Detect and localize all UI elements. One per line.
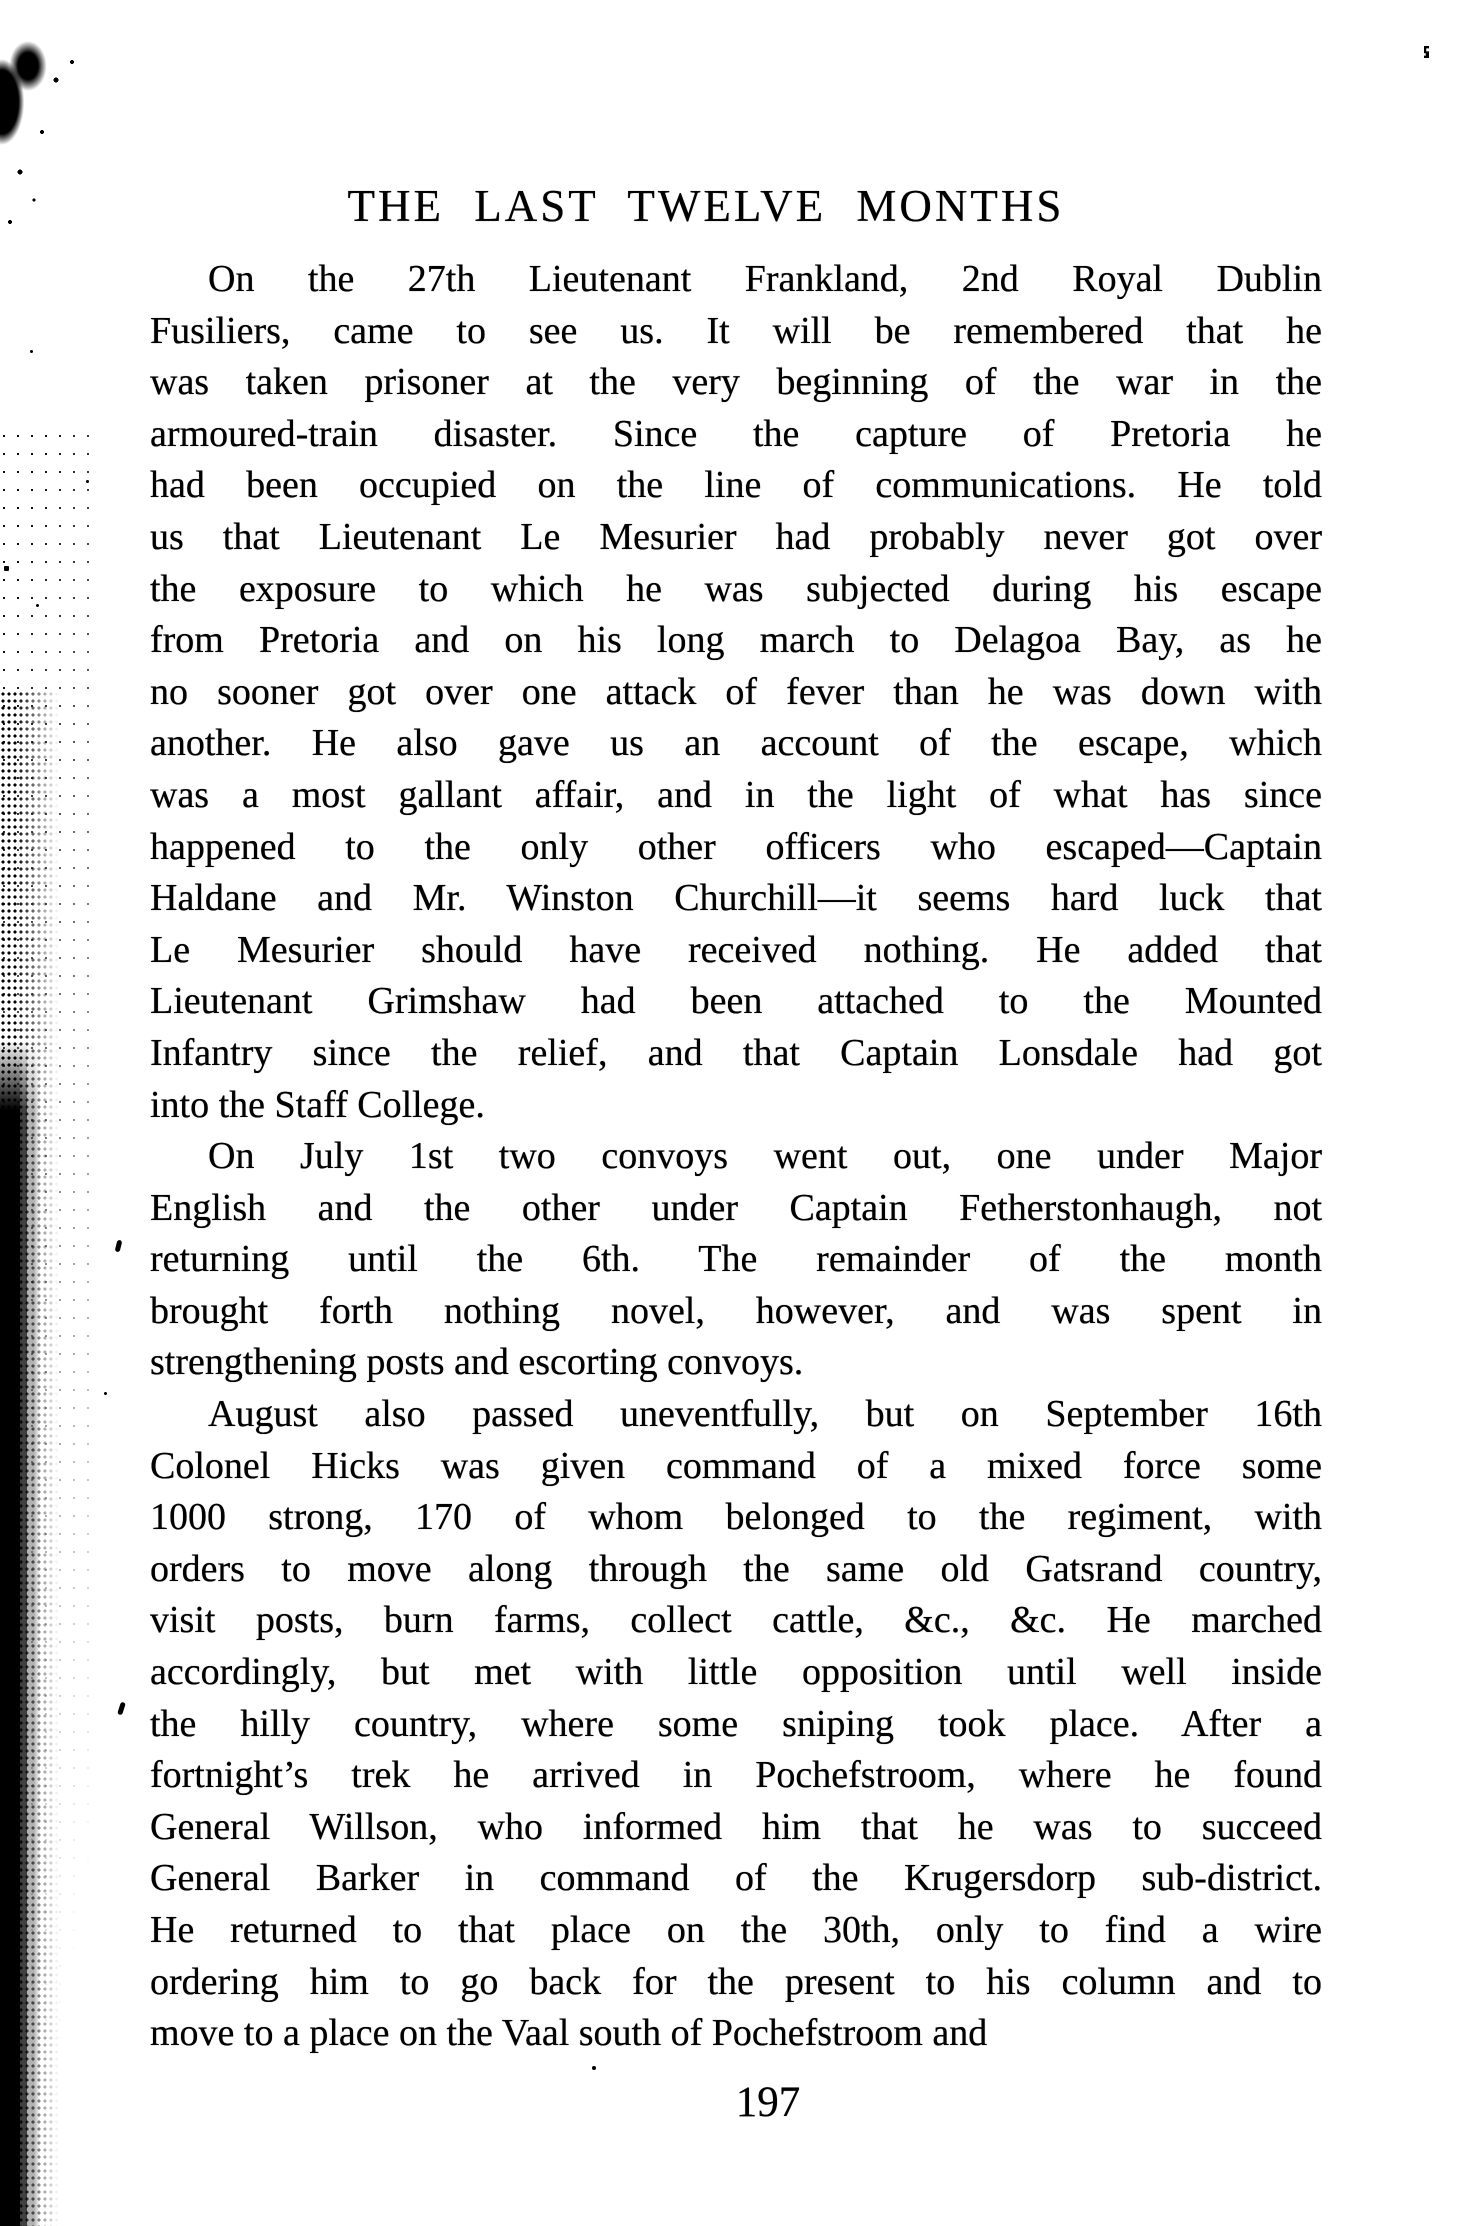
- scan-speck: [86, 480, 89, 483]
- text-line: On July 1st two convoys went out, one under Major: [208, 1135, 1322, 1178]
- paragraph: [150, 1389, 1322, 2060]
- text-line: brought forth nothing novel, however, and was spent in: [150, 1289, 1322, 1332]
- scan-noise-band-light: [0, 430, 95, 2226]
- text-line: was taken prisoner at the very beginning of the war in the: [150, 361, 1322, 404]
- text-line: Fusiliers, came to see us. It will be remembered that he: [150, 309, 1322, 352]
- text-line: fortnight’s trek he arrived in Pochefstroom, where he found: [150, 1754, 1322, 1797]
- text-line: He returned to that place on the 30th, only to find a wire: [150, 1909, 1322, 1951]
- page-text: [150, 254, 1322, 2060]
- text-line: Colonel Hicks was given command of a mixed force some: [150, 1444, 1322, 1487]
- text-line: 1000 strong, 170 of whom belonged to the regiment, with: [150, 1496, 1322, 1539]
- text-line: visit posts, burn farms, collect cattle, &c., &c. He marched: [150, 1599, 1322, 1642]
- text-line: no sooner got over one attack of fever than he was down with: [150, 670, 1322, 713]
- text-line: returning until the 6th. The remainder of the month: [150, 1238, 1322, 1281]
- text-line: happened to the only other officers who escaped—Captain: [150, 825, 1322, 868]
- scan-speck: [36, 604, 39, 607]
- text-line: Lieutenant Grimshaw had been attached to the Mounted: [150, 980, 1322, 1023]
- text-line: from Pretoria and on his long march to Delagoa Bay, as he: [150, 619, 1322, 662]
- page-number: 197: [735, 2079, 801, 2126]
- scan-mark-top-right: [1424, 46, 1429, 58]
- text-line: On the 27th Lieutenant Frankland, 2nd Royal Dublin: [208, 258, 1322, 300]
- text-line: the hilly country, where some sniping took place. After a: [150, 1702, 1322, 1745]
- scan-speck: [104, 1392, 107, 1395]
- text-line: armoured-train disaster. Since the capture of Pretoria he: [150, 412, 1322, 455]
- text-line: English and the other under Captain Fetherstonhaugh, not: [150, 1186, 1322, 1229]
- text-line: Haldane and Mr. Winston Churchill—it seems hard luck that: [150, 877, 1322, 920]
- text-line: August also passed uneventfully, but on September 16th: [208, 1393, 1322, 1436]
- text-line: Infantry since the relief, and that Captain Lonsdale had got: [150, 1031, 1322, 1074]
- text-line: General Willson, who informed him that he was to succeed: [150, 1805, 1322, 1848]
- scan-noise-band-dense: [0, 690, 62, 2226]
- text-line: Le Mesurier should have received nothing. He added that: [150, 928, 1322, 971]
- text-line: another. He also gave us an account of the escape, which: [150, 722, 1322, 765]
- text-line: ordering him to go back for the present to his column and to: [150, 1960, 1322, 2003]
- text-line: General Barker in command of the Krugersdorp sub-district.: [150, 1857, 1322, 1900]
- text-line: had been occupied on the line of communications. He told: [150, 464, 1322, 507]
- paragraph: [150, 1131, 1322, 1389]
- text-line: move to a place on the Vaal south of Pochefstroom and: [150, 2012, 988, 2055]
- text-line: strengthening posts and escorting convoys.: [150, 1341, 804, 1384]
- scan-mark-margin: [115, 1240, 123, 1253]
- scan-speck: [30, 350, 33, 353]
- text-line: the exposure to which he was subjected during his escape: [150, 567, 1322, 610]
- scan-speck: [592, 2066, 596, 2070]
- paragraph: [150, 254, 1322, 1131]
- text-line: us that Lieutenant Le Mesurier had probably never got over: [150, 515, 1322, 558]
- scan-noise-top-left: [0, 40, 95, 255]
- scan-mark-margin: [117, 1702, 126, 1716]
- text-line: orders to move along through the same old Gatsrand country,: [150, 1547, 1322, 1590]
- scan-speck: [4, 566, 9, 571]
- text-line: accordingly, but met with little opposition until well inside: [150, 1651, 1322, 1694]
- text-line: was a most gallant affair, and in the light of what has since: [150, 773, 1322, 816]
- text-line: into the Staff College.: [150, 1083, 485, 1126]
- scan-noise-band-core: [0, 1040, 44, 2226]
- page-title: THE LAST TWELVE MONTHS: [347, 181, 1065, 231]
